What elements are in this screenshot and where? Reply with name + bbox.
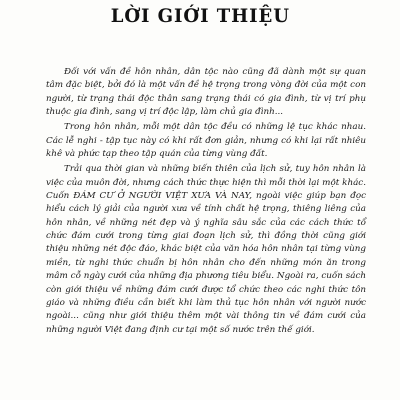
body-text bbox=[46, 66, 366, 337]
paragraph-2: Trong hôn nhân, mỗi một dân tộc đều có những lệ tục khác nhau. Các lễ nghi - tập tục này có khi rất đơn giản, nhưng có khi lại rất nhiêu khê và phức tạp theo tập quán của từng vùng đất. bbox=[46, 122, 366, 160]
paragraph-3: Trải qua thời gian và những biến thiên của lịch sử, tuy hôn nhân là việc của muôn đời, nhưng cách thức thực hiện thì mỗi thời lại một khác. Cuốn ĐÁM CƯ Ở NGƯỜI VIỆT XƯA VÀ NAY, ngoài việc giúp bạn đọc hiểu cách lý giải của người xưa về tính chất hệ trọng, thiêng liêng của hôn nhân, về những nét đẹp và ý nghĩa sâu sắc của các cách thức tổ chức đám cưới trong từng giai đoạn lịch sử, thì đồng thời cũng giới thiệu những nét độc đáo, khác biệt của văn hóa hôn nhân tại từng vùng miền, từ nghi thức chuẩn bị hôn nhân cho đến những món ăn trong mâm cỗ ngày cưới của những địa phương tiêu biểu. Ngoài ra, cuốn sách còn giới thiệu về những đám cưới được tổ chức theo các nghi thức tôn giáo và những điều cần biết khi làm thủ tục hôn nhân với người nước ngoài... cũng như giới thiệu thêm một vài thông tin về đám cưới của những người Việt đang định cư tại một số nước trên thế giới. bbox=[46, 164, 366, 335]
paragraph-1: Đối với vấn đề hôn nhân, dân tộc nào cũng đã dành một sự quan tâm đặc biệt, bởi đó là một vấn đề hệ trọng trong vòng đời của một con người, từ trạng thái độc thân sang trạng thái có gia đình, từ vị trí phụ thuộc gia đình, sang vị trí độc lập, làm chủ gia đình... bbox=[46, 67, 366, 118]
title-wrap bbox=[0, 4, 400, 28]
page-title: LỜI GIỚI THIỆU bbox=[110, 5, 290, 27]
